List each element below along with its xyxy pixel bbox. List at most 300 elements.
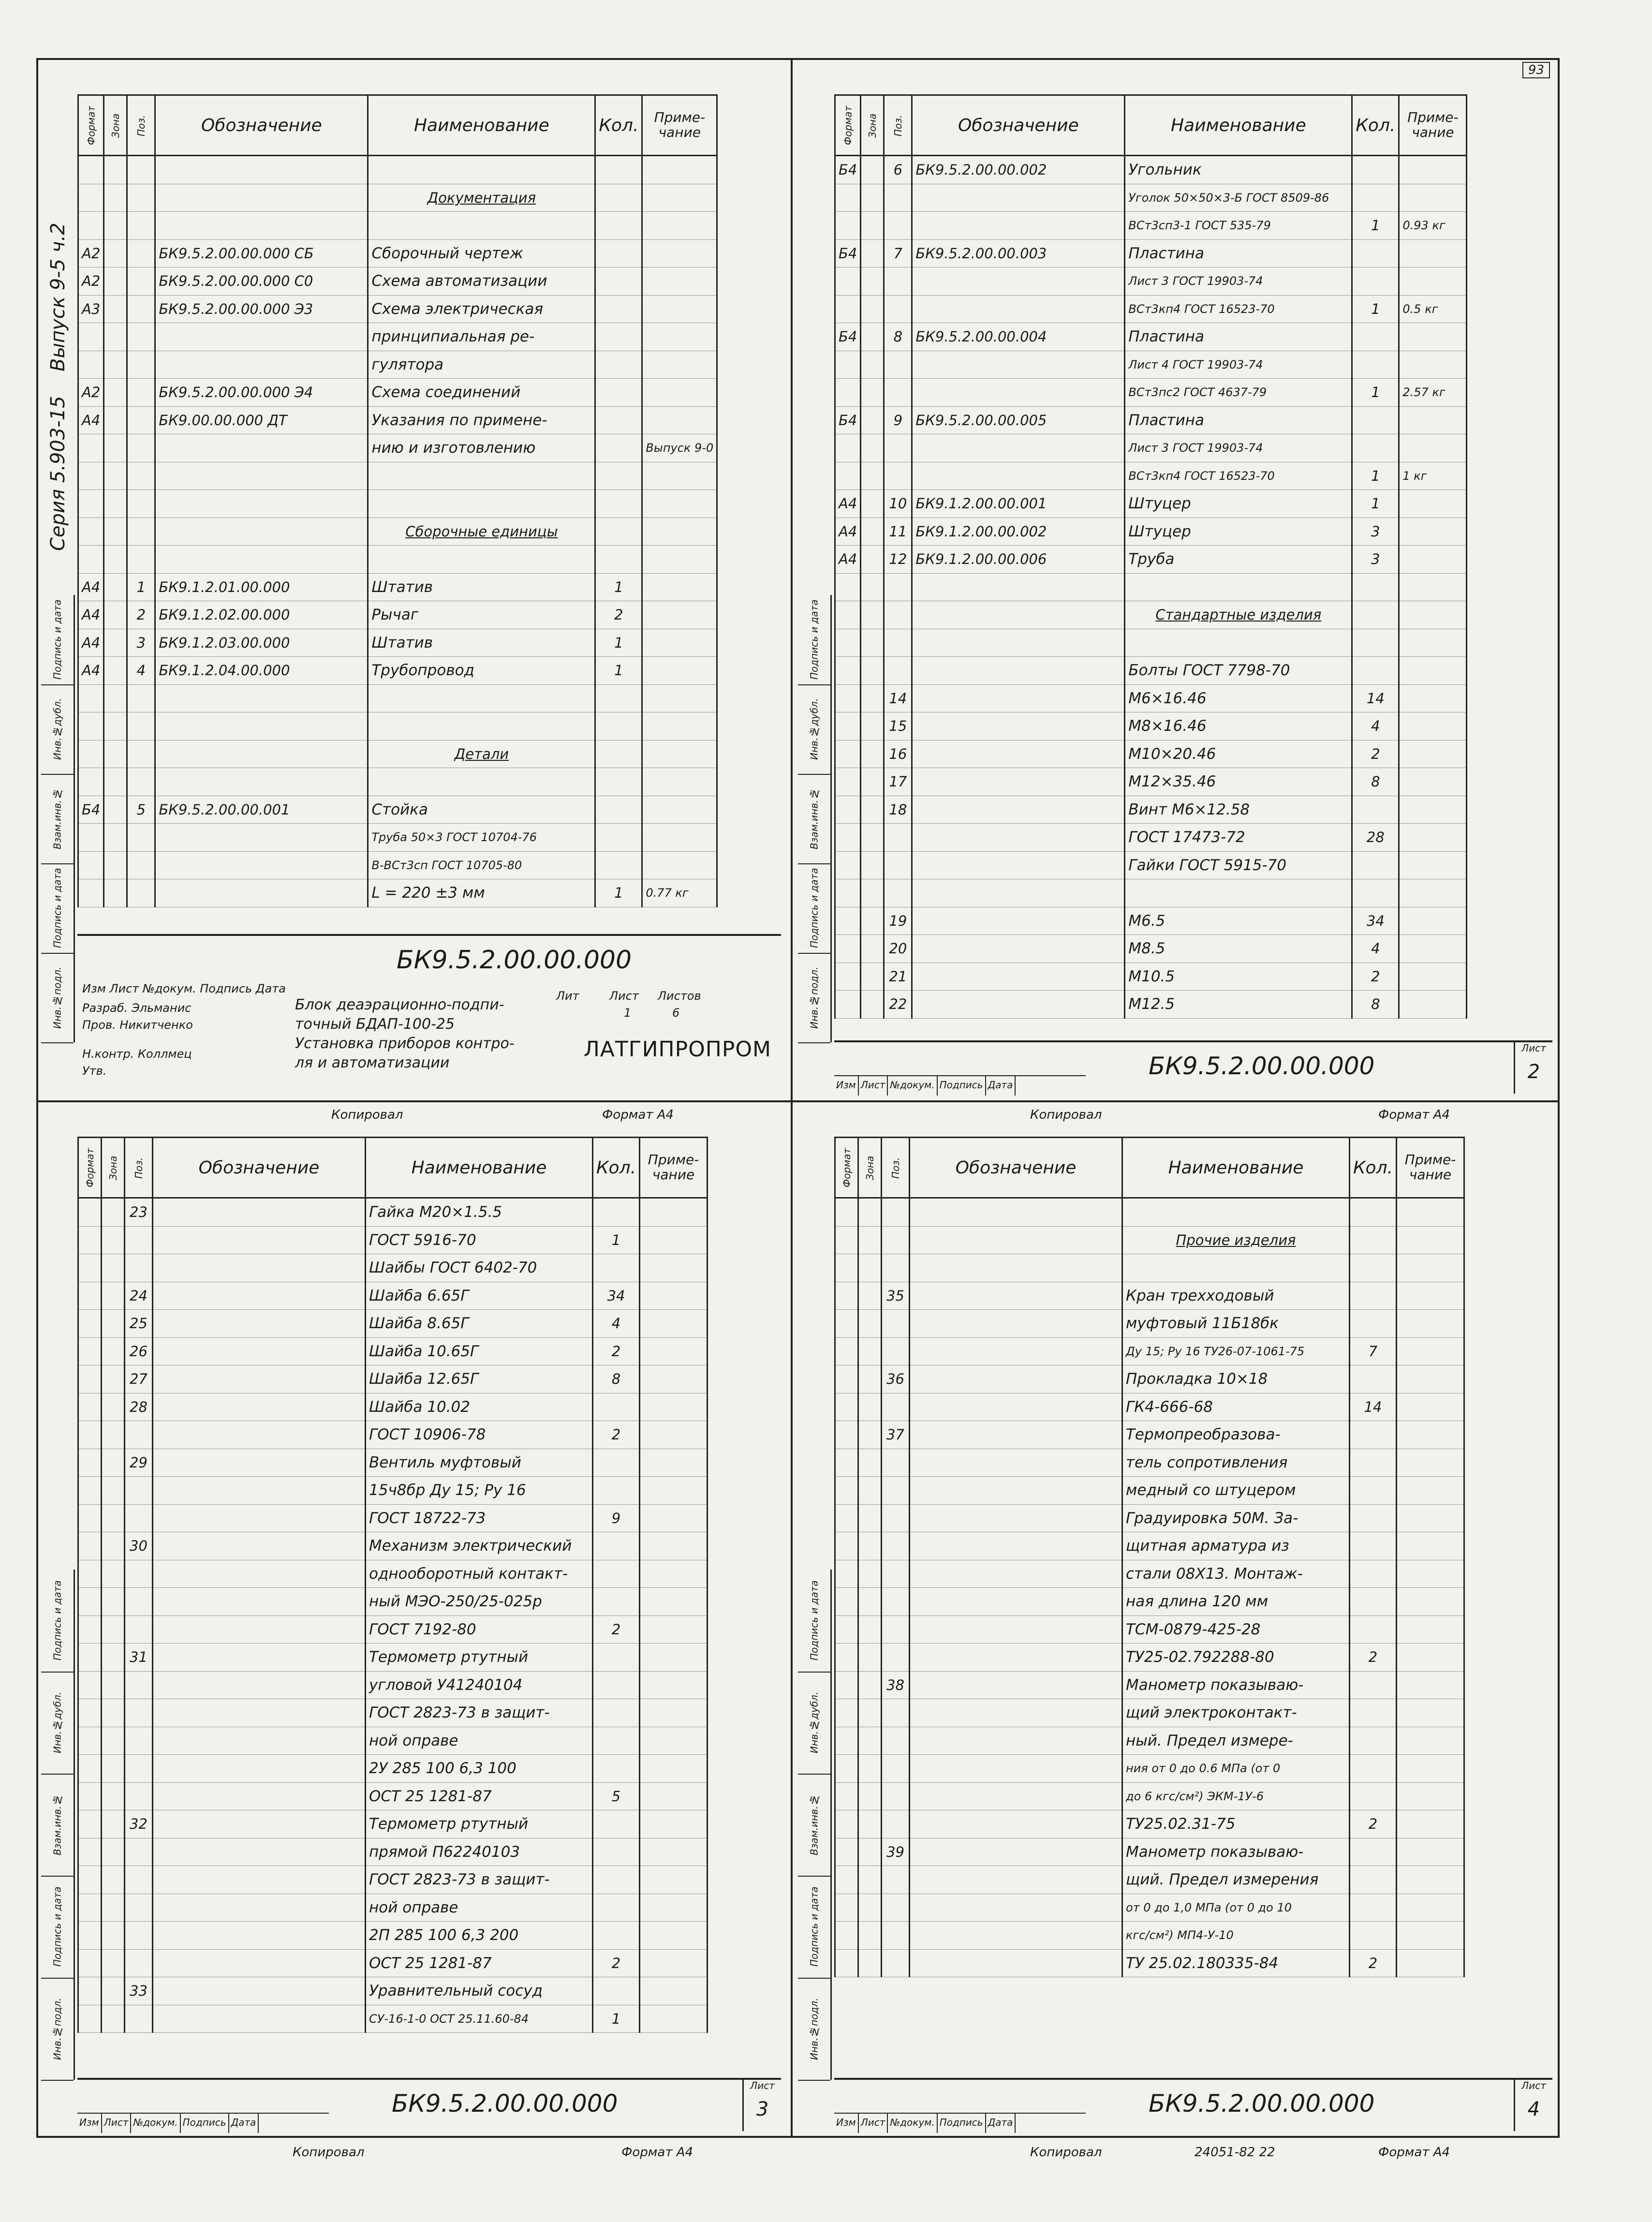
- cell-note: [1397, 1421, 1464, 1449]
- cell-zone: [858, 1894, 882, 1922]
- cell-zone: [104, 156, 127, 184]
- cell-name: ГОСТ 2823-73 в защит-: [366, 1866, 593, 1894]
- cell-designation: [912, 684, 1125, 712]
- cell-designation: [912, 963, 1125, 991]
- cell-qty: [1350, 1226, 1397, 1254]
- cell-qty: [1350, 1449, 1397, 1477]
- cell-note: [1397, 1226, 1464, 1254]
- side-label: Инв.№подл.: [798, 1978, 830, 2081]
- cell-name: ВСт3кп4 ГОСТ 16523-70: [1125, 295, 1352, 323]
- cell-note: [1397, 1615, 1464, 1644]
- cell-pos: [125, 1922, 153, 1950]
- cell-name: Трубопровод: [368, 657, 595, 685]
- cell-note: [640, 1449, 708, 1477]
- table-row: [78, 1421, 708, 1449]
- cell-note: [642, 406, 717, 434]
- spec-sheet-4: [798, 1105, 1555, 2160]
- cell-name: ВСт3кп4 ГОСТ 16523-70: [1125, 462, 1352, 490]
- cell-name: Гайки ГОСТ 5915-70: [1125, 851, 1352, 879]
- cell-pos: [884, 434, 912, 462]
- cell-pos: [127, 546, 155, 574]
- cell-designation: БК9.5.2.00.00.005: [912, 406, 1125, 434]
- cell-format: [78, 351, 104, 379]
- cell-zone: [102, 1393, 125, 1421]
- cell-pos: [125, 1254, 153, 1282]
- cell-zone: [858, 1310, 882, 1338]
- cell-note: [1397, 1671, 1464, 1699]
- cell-note: [640, 2005, 708, 2033]
- cell-format: [835, 740, 861, 768]
- cell-qty: [593, 1477, 640, 1505]
- col-sign: Подпись: [938, 1076, 986, 1096]
- cell-pos: [882, 1588, 910, 1616]
- cell-pos: 32: [125, 1810, 153, 1838]
- cell-qty: 2: [595, 601, 642, 629]
- cell-zone: [858, 1838, 882, 1866]
- header-format: Формат: [78, 95, 104, 156]
- cell-qty: 14: [1352, 684, 1399, 712]
- cell-pos: [882, 1532, 910, 1560]
- cell-note: [1399, 490, 1467, 518]
- cell-name: [368, 490, 595, 518]
- cell-qty: [1350, 1922, 1397, 1950]
- table-row: [835, 1699, 1464, 1727]
- cell-designation: [155, 768, 368, 796]
- doc-title-2: точный БДАП-100-25: [295, 1016, 455, 1033]
- sheet-number-cell: [1514, 2080, 1552, 2131]
- cell-note: [640, 1337, 708, 1365]
- cell-zone: [861, 490, 884, 518]
- cell-name: Прокладка 10×18: [1122, 1365, 1350, 1393]
- cell-pos: [127, 879, 155, 907]
- cell-designation: [912, 462, 1125, 490]
- cell-pos: 35: [882, 1282, 910, 1310]
- cell-note: 2.57 кг: [1399, 379, 1467, 407]
- cell-name: медный со штуцером: [1122, 1477, 1350, 1505]
- cell-designation: [912, 351, 1125, 379]
- cell-qty: [1350, 1560, 1397, 1588]
- cell-qty: [595, 406, 642, 434]
- table-row: [835, 935, 1467, 963]
- cell-note: [1397, 1699, 1464, 1727]
- cell-format: [78, 1727, 102, 1755]
- cell-name: L = 220 ±3 мм: [368, 879, 595, 907]
- cell-designation: [910, 1282, 1122, 1310]
- col-izm: Изм: [834, 2114, 859, 2133]
- col-sign: Подпись: [181, 2114, 229, 2133]
- table-row: [78, 1198, 708, 1227]
- header-qty: Кол.: [1350, 1138, 1397, 1198]
- cell-zone: [861, 963, 884, 991]
- cell-note: [642, 212, 717, 240]
- cell-note: 0.93 кг: [1399, 212, 1467, 240]
- cell-designation: [912, 573, 1125, 601]
- cell-note: [642, 712, 717, 741]
- cell-note: [1399, 768, 1467, 796]
- cell-zone: [104, 879, 127, 907]
- cell-zone: [861, 212, 884, 240]
- cell-format: [835, 379, 861, 407]
- cell-qty: [595, 768, 642, 796]
- table-row: [78, 1282, 708, 1310]
- table-row: [835, 573, 1467, 601]
- cell-qty: [593, 1977, 640, 2005]
- cell-format: [78, 1226, 102, 1254]
- table-row: [835, 1838, 1464, 1866]
- cell-pos: [882, 1810, 910, 1838]
- cell-zone: [104, 462, 127, 490]
- cell-pos: [884, 879, 912, 907]
- col-izm: Изм: [834, 1076, 859, 1096]
- cell-designation: [910, 1254, 1122, 1282]
- cell-note: [642, 796, 717, 824]
- cell-designation: [153, 1254, 366, 1282]
- cell-designation: [153, 1949, 366, 1977]
- cell-pos: [882, 1949, 910, 1977]
- cell-designation: [155, 434, 368, 462]
- cell-pos: 10: [884, 490, 912, 518]
- cell-qty: 3: [1352, 546, 1399, 574]
- cell-pos: [882, 1727, 910, 1755]
- cell-pos: [125, 1782, 153, 1810]
- cell-pos: 12: [884, 546, 912, 574]
- cell-qty: 1: [595, 629, 642, 657]
- cell-pos: [882, 1198, 910, 1227]
- cell-format: [78, 1755, 102, 1783]
- cell-zone: [102, 1727, 125, 1755]
- copied-label: Копировал: [293, 2145, 365, 2160]
- cell-qty: 1: [1352, 212, 1399, 240]
- cell-designation: [910, 1810, 1122, 1838]
- copied-label: Копировал: [331, 1108, 403, 1122]
- table-row: [78, 740, 717, 768]
- cell-format: [835, 1198, 858, 1227]
- table-row: [835, 1755, 1464, 1783]
- cell-name: Винт М6×12.58: [1125, 796, 1352, 824]
- cell-name: [368, 546, 595, 574]
- table-row: [835, 601, 1467, 629]
- cell-name: ния от 0 до 0.6 МПа (от 0: [1122, 1755, 1350, 1783]
- cell-qty: [595, 351, 642, 379]
- table-row: [78, 796, 717, 824]
- cell-pos: [884, 629, 912, 657]
- table-row: [835, 1560, 1464, 1588]
- cell-zone: [102, 1894, 125, 1922]
- table-row: [835, 1254, 1464, 1282]
- table-row: [835, 462, 1467, 490]
- cell-format: [835, 684, 861, 712]
- cell-pos: [127, 824, 155, 852]
- cell-qty: 1: [1352, 295, 1399, 323]
- cell-qty: [595, 239, 642, 267]
- cell-qty: [595, 490, 642, 518]
- format-label: Формат А4: [621, 2145, 693, 2160]
- cell-designation: [153, 1337, 366, 1365]
- cell-zone: [104, 295, 127, 323]
- cell-zone: [104, 851, 127, 879]
- cell-pos: [884, 851, 912, 879]
- table-row: [835, 323, 1467, 351]
- header-pos: Поз.: [884, 95, 912, 156]
- cell-qty: [593, 1393, 640, 1421]
- cell-designation: [912, 824, 1125, 852]
- table-row: [835, 712, 1467, 741]
- cell-name: Механизм электрический: [366, 1532, 593, 1560]
- cell-format: [78, 1310, 102, 1338]
- cell-zone: [102, 1198, 125, 1227]
- cell-pos: 9: [884, 406, 912, 434]
- cell-pos: [125, 1838, 153, 1866]
- cell-pos: 27: [125, 1365, 153, 1393]
- cell-pos: [127, 851, 155, 879]
- title-block: [834, 2078, 1552, 2133]
- cell-designation: [912, 267, 1125, 296]
- cell-qty: [1352, 267, 1399, 296]
- cell-designation: [912, 601, 1125, 629]
- cell-pos: [125, 1477, 153, 1505]
- cell-pos: [882, 1449, 910, 1477]
- cell-zone: [102, 1337, 125, 1365]
- cell-format: А4: [835, 546, 861, 574]
- table-row: [835, 768, 1467, 796]
- cell-note: [1399, 573, 1467, 601]
- cell-zone: [861, 434, 884, 462]
- cell-note: 0.77 кг: [642, 879, 717, 907]
- cell-zone: [102, 1560, 125, 1588]
- cell-note: [1397, 1282, 1464, 1310]
- cell-designation: [153, 1310, 366, 1338]
- cell-zone: [861, 907, 884, 935]
- cell-designation: [910, 1504, 1122, 1532]
- cell-pos: [125, 1699, 153, 1727]
- cell-pos: [882, 1699, 910, 1727]
- cell-format: А2: [78, 379, 104, 407]
- cell-qty: [1352, 657, 1399, 685]
- cell-designation: [912, 768, 1125, 796]
- cell-format: [78, 1644, 102, 1672]
- cell-designation: [155, 712, 368, 741]
- cell-format: [78, 1254, 102, 1282]
- header-designation: Обозначение: [910, 1138, 1122, 1198]
- cell-note: [642, 657, 717, 685]
- side-label: Инв.№подл.: [798, 953, 830, 1043]
- cell-name: Лист 4 ГОСТ 19903-74: [1125, 351, 1352, 379]
- side-label: Инв.№дубл.: [41, 1672, 74, 1775]
- table-row: [78, 1977, 708, 2005]
- cell-qty: [593, 1838, 640, 1866]
- cell-note: [642, 490, 717, 518]
- doc-code: БК9.5.2.00.00.000: [1149, 2089, 1375, 2118]
- cell-note: [640, 1421, 708, 1449]
- cell-designation: БК9.5.2.00.00.000 СБ: [155, 239, 368, 267]
- cell-note: [1399, 518, 1467, 546]
- col-date: Дата: [986, 2114, 1016, 2133]
- cell-name: Термометр ртутный: [366, 1644, 593, 1672]
- cell-note: [1397, 1644, 1464, 1672]
- cell-name: ТУ25-02.792288-80: [1122, 1644, 1350, 1672]
- cell-qty: [595, 518, 642, 546]
- cell-name: ГОСТ 2823-73 в защит-: [366, 1699, 593, 1727]
- table-row: [78, 156, 717, 184]
- cell-designation: [910, 1727, 1122, 1755]
- cell-designation: [910, 1477, 1122, 1505]
- cell-name: Шайба 12.65Г: [366, 1365, 593, 1393]
- cell-zone: [104, 434, 127, 462]
- cell-note: [1399, 156, 1467, 184]
- side-strip: [41, 1570, 75, 2080]
- sheet-number: 3: [756, 2098, 769, 2120]
- cell-note: [1399, 351, 1467, 379]
- cell-name: ОСТ 25 1281-87: [366, 1782, 593, 1810]
- cell-qty: [593, 1755, 640, 1783]
- table-row: [835, 1504, 1464, 1532]
- cell-pos: [127, 212, 155, 240]
- cell-designation: БК9.1.2.01.00.000: [155, 573, 368, 601]
- header-pos: Поз.: [882, 1138, 910, 1198]
- cell-zone: [104, 573, 127, 601]
- cell-qty: [595, 740, 642, 768]
- cell-qty: [1350, 1727, 1397, 1755]
- cell-designation: [153, 1421, 366, 1449]
- cell-name: [368, 462, 595, 490]
- header-name: Наименование: [1122, 1138, 1350, 1198]
- cell-pos: 8: [884, 323, 912, 351]
- cell-zone: [858, 1755, 882, 1783]
- header-note: Приме-чание: [1397, 1138, 1464, 1198]
- cell-qty: [1352, 851, 1399, 879]
- cell-format: [835, 1310, 858, 1338]
- cell-note: [640, 1922, 708, 1950]
- cell-designation: [153, 1477, 366, 1505]
- cell-zone: [102, 1365, 125, 1393]
- cell-pos: [125, 1671, 153, 1699]
- cell-zone: [104, 546, 127, 574]
- stamp-columns: [834, 1075, 1086, 1096]
- cell-designation: [153, 1365, 366, 1393]
- inventory-number: 24051-82 22: [1195, 2145, 1275, 2160]
- table-row: [835, 239, 1467, 267]
- table-row: [835, 406, 1467, 434]
- cell-format: [78, 1393, 102, 1421]
- table-row: [78, 1810, 708, 1838]
- header-format: Формат: [78, 1138, 102, 1198]
- cell-pos: [127, 462, 155, 490]
- cell-designation: [912, 295, 1125, 323]
- cell-note: [1397, 1810, 1464, 1838]
- cell-format: [78, 1838, 102, 1866]
- cell-format: [78, 1477, 102, 1505]
- cell-name: ГОСТ 17473-72: [1125, 824, 1352, 852]
- cell-designation: [912, 851, 1125, 879]
- cell-note: [640, 1755, 708, 1783]
- table-row: [78, 1699, 708, 1727]
- cell-designation: [910, 1699, 1122, 1727]
- cell-format: А4: [835, 490, 861, 518]
- table-row: [835, 1727, 1464, 1755]
- cell-zone: [104, 824, 127, 852]
- cell-designation: [910, 1894, 1122, 1922]
- cell-format: [835, 212, 861, 240]
- cell-format: [835, 1477, 858, 1505]
- cell-format: [78, 1949, 102, 1977]
- cell-qty: 2: [593, 1949, 640, 1977]
- cell-name: Лист 3 ГОСТ 19903-74: [1125, 434, 1352, 462]
- doc-title-4: ля и автоматизации: [295, 1054, 450, 1071]
- cell-qty: [593, 1198, 640, 1227]
- table-row: [78, 1866, 708, 1894]
- cell-designation: [912, 434, 1125, 462]
- cell-format: А4: [78, 573, 104, 601]
- table-row: [78, 518, 717, 546]
- cell-qty: [1352, 406, 1399, 434]
- table-row: [78, 824, 717, 852]
- cell-zone: [102, 1226, 125, 1254]
- cell-pos: [882, 1894, 910, 1922]
- cell-qty: [595, 156, 642, 184]
- cell-designation: [910, 1337, 1122, 1365]
- cell-format: [835, 991, 861, 1019]
- cell-note: [1399, 239, 1467, 267]
- cell-pos: [125, 1560, 153, 1588]
- cell-qty: 2: [593, 1615, 640, 1644]
- cell-pos: [125, 1866, 153, 1894]
- cell-zone: [104, 601, 127, 629]
- stamp-line-1: Разраб. Эльманис: [82, 1001, 192, 1015]
- cell-pos: [127, 267, 155, 296]
- cell-pos: [125, 1949, 153, 1977]
- table-row: [78, 434, 717, 462]
- cell-format: [835, 351, 861, 379]
- cell-qty: 34: [593, 1282, 640, 1310]
- header-zone: Зона: [861, 95, 884, 156]
- cell-pos: [125, 1727, 153, 1755]
- table-row: [835, 1365, 1464, 1393]
- cell-note: [640, 1727, 708, 1755]
- table-row: [78, 1615, 708, 1644]
- cell-name: [368, 768, 595, 796]
- cell-qty: [595, 267, 642, 296]
- cell-note: [642, 740, 717, 768]
- cell-pos: [882, 1504, 910, 1532]
- cell-name: Схема электрическая: [368, 295, 595, 323]
- cell-designation: [910, 1449, 1122, 1477]
- spec-sheet-1: [41, 63, 783, 1122]
- cell-name: Стойка: [368, 796, 595, 824]
- cell-zone: [102, 1477, 125, 1505]
- cell-format: [78, 212, 104, 240]
- table-row: [78, 1838, 708, 1866]
- cell-format: [835, 1532, 858, 1560]
- cell-name: Документация: [368, 184, 595, 212]
- table-row: [835, 907, 1467, 935]
- cell-qty: [595, 184, 642, 212]
- table-row: [78, 406, 717, 434]
- cell-name: Схема соединений: [368, 379, 595, 407]
- cell-name: ГОСТ 10906-78: [366, 1421, 593, 1449]
- cell-designation: [910, 1838, 1122, 1866]
- cell-zone: [858, 1671, 882, 1699]
- cell-format: [835, 434, 861, 462]
- cell-zone: [102, 1421, 125, 1449]
- cell-designation: [910, 1421, 1122, 1449]
- table-row: [78, 1337, 708, 1365]
- cell-zone: [861, 156, 884, 184]
- table-row: [835, 1226, 1464, 1254]
- header-note: Приме-чание: [642, 95, 717, 156]
- cell-qty: [595, 462, 642, 490]
- table-row: [835, 657, 1467, 685]
- cell-zone: [858, 1866, 882, 1894]
